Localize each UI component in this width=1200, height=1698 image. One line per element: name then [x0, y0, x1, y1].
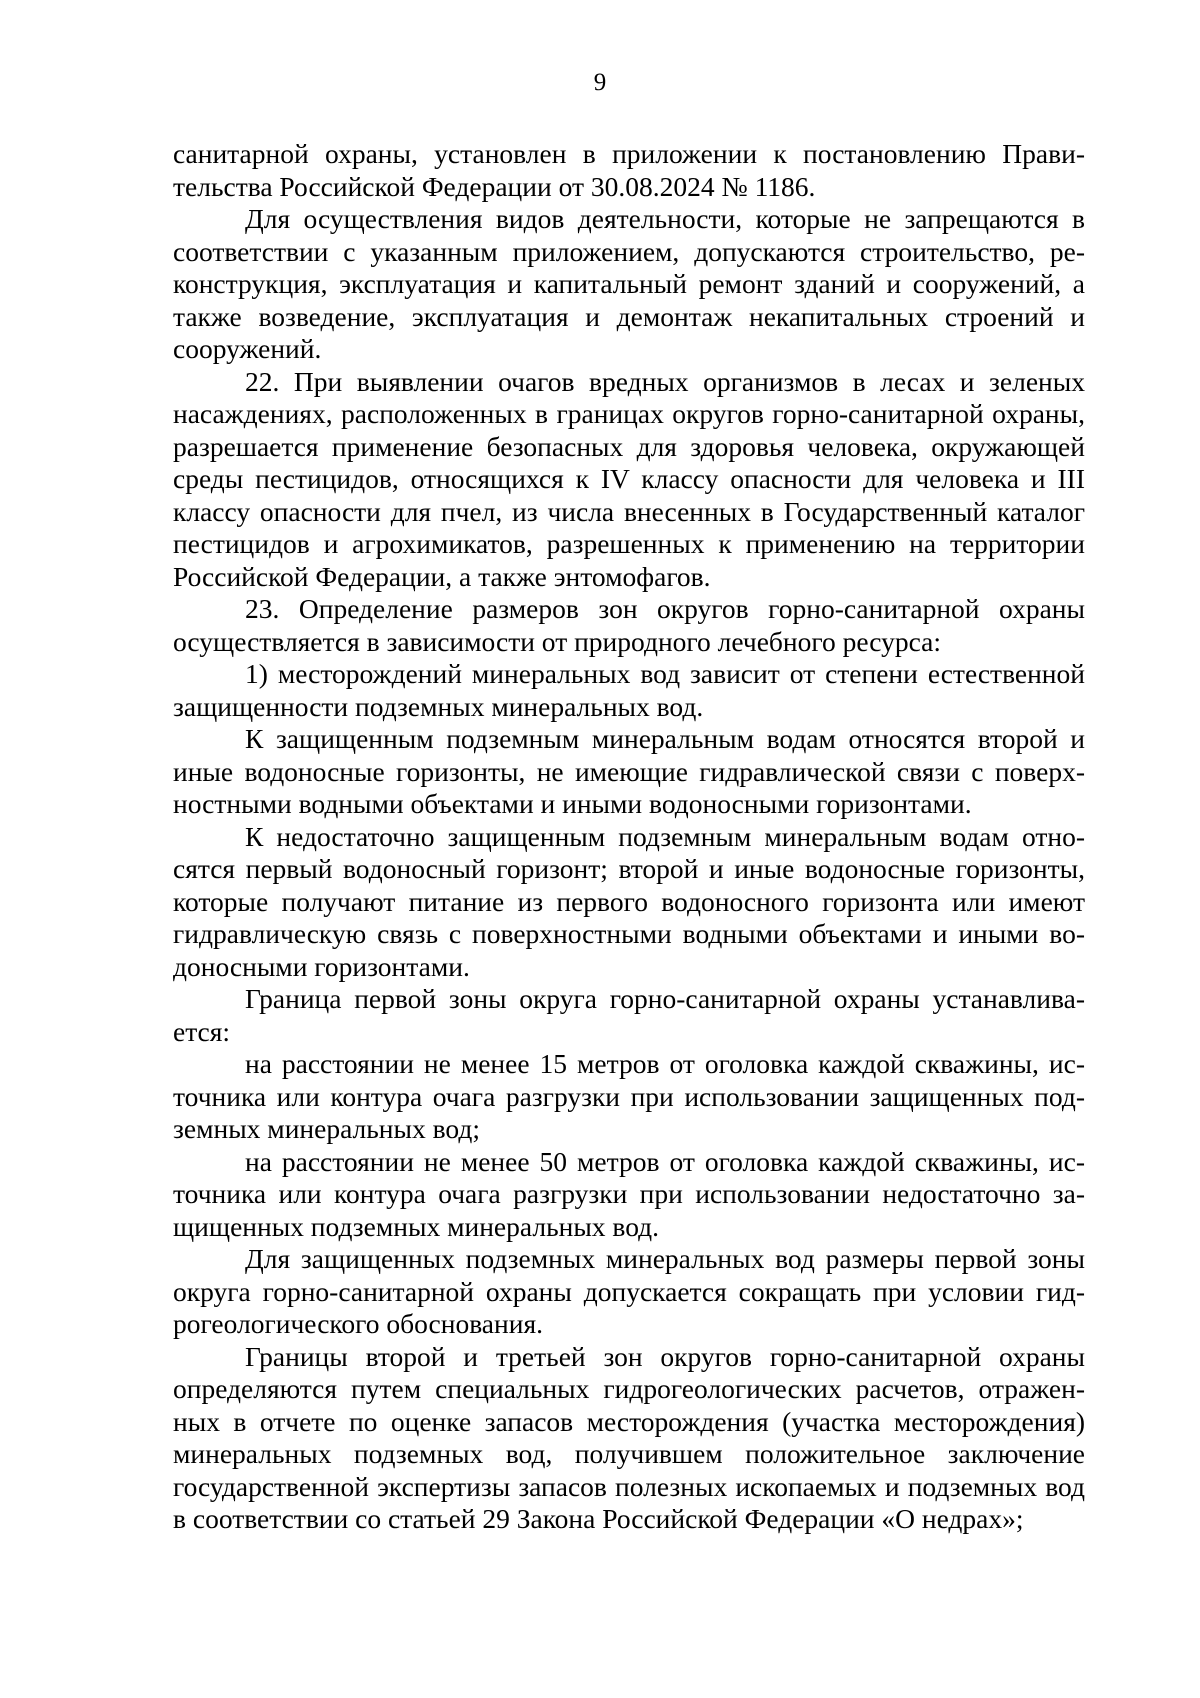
- paragraph-protected-waters: К защищенным подземным минеральным водам относятся второй и иные водоносные горизонты, не имеющие гидравлической связи с поверхностными водными объектами и иными водоносными горизонтами.: [173, 723, 1085, 819]
- paragraph-distance-50: на расстоянии не менее 50 метров от оголовка каждой скважины, источника или контура очага разгрузки при использовании недостаточно защищенных подземных минеральных вод.: [173, 1145, 1085, 1242]
- paragraph-second-third-zones: Границы второй и третьей зон округов горно-санитарной охраны определяются путем специальных гидрогеологических расчетов, отраженных в отчете по оценке запасов месторождения (участка месторождения) минеральных подземных вод, получившем положительное заключение государственной экспертизы запасов полезных ископаемых и подземных вод в соответствии со статьей 29 Закона Российской Федерации «О недрах»;: [173, 1340, 1085, 1534]
- paragraph-item-23: 23. Определение размеров зон округов горно-санитарной охраны осуществляется в зависимости от природного лечебного ресурса:: [173, 593, 1085, 657]
- paragraph-continuation: санитарной охраны, установлен в приложении к постановлению Правительства Российской Федерации от 30.08.2024 № 1186.: [173, 138, 1085, 202]
- paragraph-subitem-1: 1) месторождений минеральных вод зависит от степени естественной защищенности подземных минеральных вод.: [173, 658, 1085, 722]
- page-number: 9: [593, 69, 607, 96]
- paragraph-item-22: 22. При выявлении очагов вредных организмов в лесах и зеленых насаждениях, расположенных в границах округов горно-санитарной охраны, разрешается применение безопасных для здоровья человека, окружающей среды пестицидов, относящихся к IV классу опасности для человека и III классу опасности для пчел, из числа внесенных в Государственный каталог пестицидов и агрохимикатов, разрешенных к применению на территории Российской Федерации, а также энтомофагов.: [173, 365, 1085, 592]
- document-body: [173, 138, 1085, 1536]
- paragraph-distance-15: на расстоянии не менее 15 метров от оголовка каждой скважины, источника или контура очага разгрузки при использовании защищенных подземных минеральных вод;: [173, 1048, 1085, 1144]
- paragraph-first-zone-reduction: Для защищенных подземных минеральных вод размеры первой зоны округа горно-санитарной охраны допускается сокращать при условии гидрогеологического обоснования.: [173, 1243, 1085, 1339]
- paragraph-insufficiently-protected: К недостаточно защищенным подземным минеральным водам относятся первый водоносный горизонт; второй и иные водоносные горизонты, которые получают питание из первого водоносного горизонта или имеют гидравлическую связь с поверхностными водными объектами и иными водоносными горизонтами.: [173, 820, 1085, 982]
- paragraph-activities: Для осуществления видов деятельности, которые не запрещаются в соответствии с указанным приложением, допускаются строительство, реконструкция, эксплуатация и капитальный ремонт зданий и сооружений, а также возведение, эксплуатация и демонтаж некапитальных строений и сооружений.: [173, 203, 1085, 364]
- paragraph-first-zone-boundary: Граница первой зоны округа горно-санитарной охраны устанавливается:: [173, 983, 1085, 1047]
